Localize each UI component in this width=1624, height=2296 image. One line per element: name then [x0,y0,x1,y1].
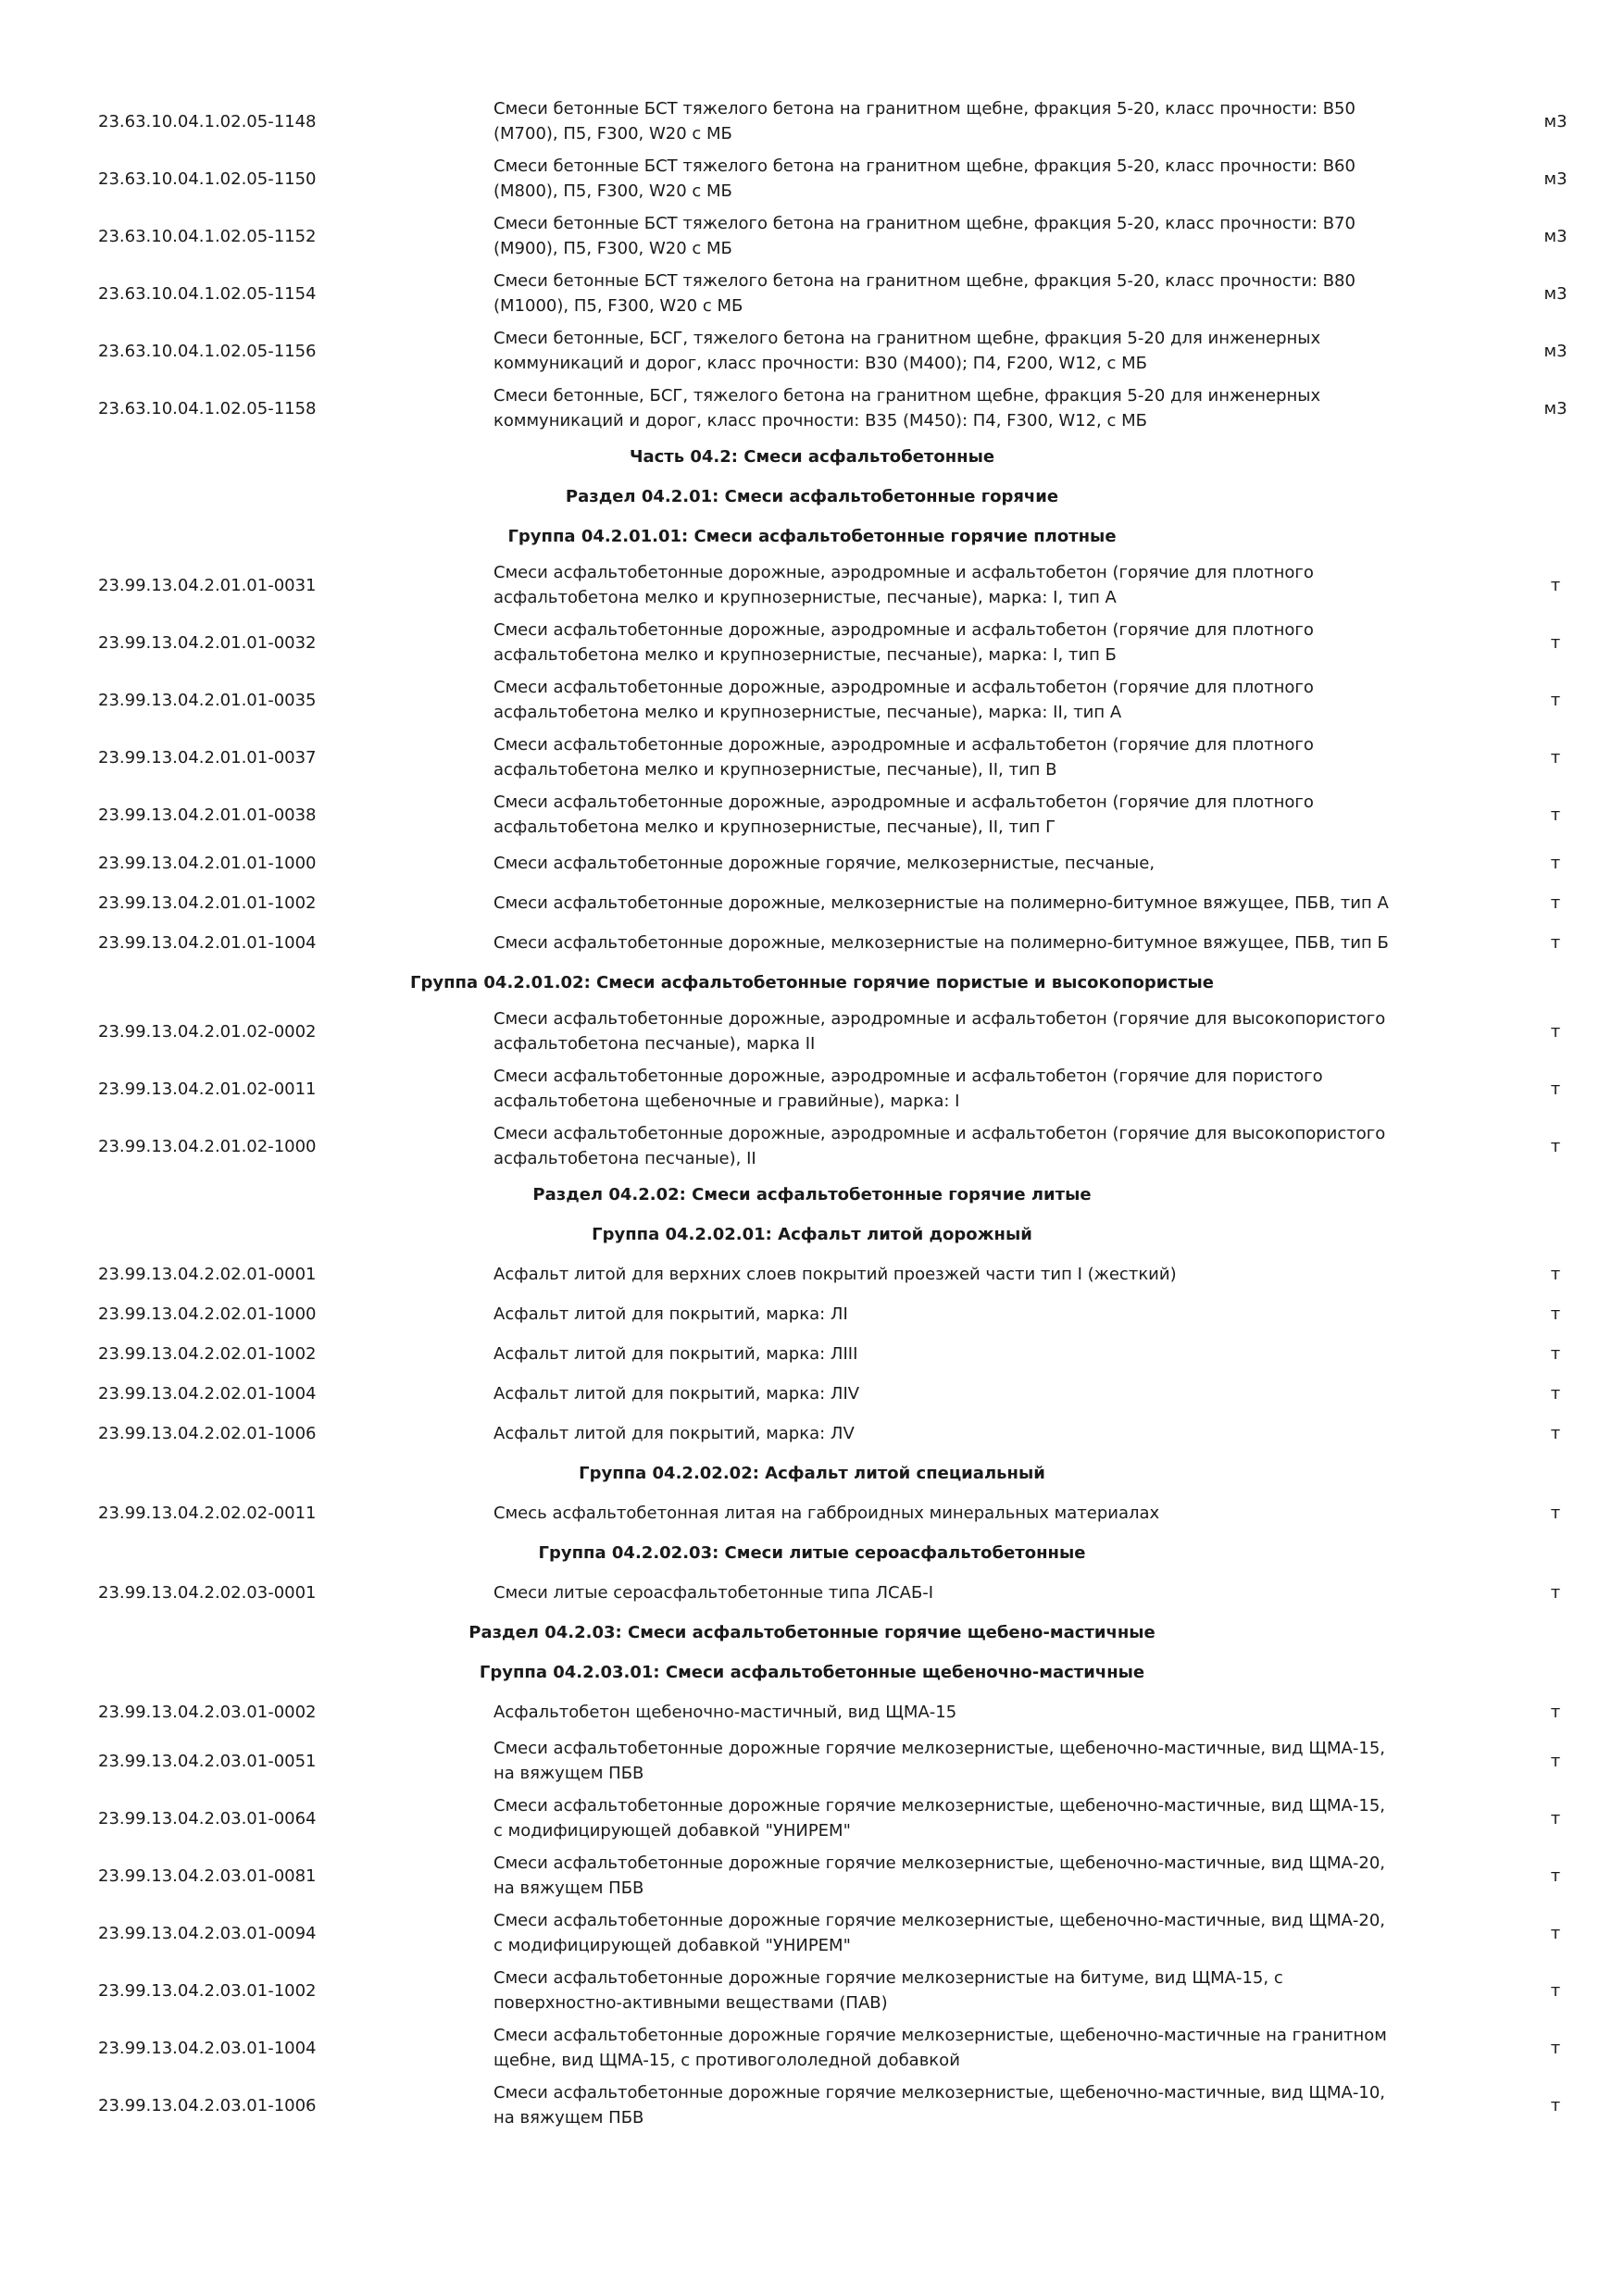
material-name-line: на вяжущем ПБВ [493,1878,644,1898]
material-code: 23.99.13.04.2.03.01-0064 [98,1809,317,1828]
table-row [0,1692,1624,1732]
material-name-line: Асфальт литой для покрытий, марка: ЛI [493,1304,848,1324]
material-code: 23.99.13.04.2.01.01-0031 [98,576,317,595]
section-heading-text: Группа 04.2.03.01: Смеси асфальтобетонные щебеночно-мастичные [479,1663,1145,1682]
unit-of-measure: т [1550,1265,1561,1284]
material-code: 23.99.13.04.2.03.01-1004 [98,2039,317,2058]
section-heading [0,963,1624,1003]
material-name [493,1302,1456,1327]
table-row [0,1962,1624,2019]
material-name-line: Смеси асфальтобетонные дорожные горячие мелкозернистые, щебеночно-мастичные, вид ЩМА-15, [493,1796,1385,1816]
section-heading [0,517,1624,556]
unit-of-measure: м3 [1543,284,1568,304]
table-row [0,265,1624,322]
material-name-line: Асфальт литой для покрытий, марка: ЛIV [493,1384,860,1404]
material-name [493,618,1456,668]
table-row [0,1790,1624,1847]
table-row [0,786,1624,843]
unit-of-measure: т [1550,805,1561,825]
unit-of-measure: т [1550,1924,1561,1943]
table-row [0,923,1624,963]
table-row [0,1254,1624,1294]
material-name-line: Смеси асфальтобетонные дорожные, аэродромные и асфальтобетон (горячие для высокопористого [493,1124,1386,1143]
table-row [0,1374,1624,1414]
unit-of-measure: т [1550,576,1561,595]
material-name-line: асфальтобетона мелко и крупнозернистые, песчаные), II, тип В [493,760,1057,780]
material-code: 23.99.13.04.2.03.01-1002 [98,1981,317,2001]
unit-of-measure: т [1550,1344,1561,1364]
material-name-line: Смеси асфальтобетонные дорожные горячие мелкозернистые на битуме, вид ЩМА-15, с [493,1968,1283,1988]
material-name [493,1501,1456,1526]
material-code: 23.99.13.04.2.02.01-0001 [98,1265,317,1284]
material-code: 23.63.10.04.1.02.05-1148 [98,112,317,131]
material-name-line: Смеси асфальтобетонные дорожные, аэродромные и асфальтобетон (горячие для пористого [493,1067,1323,1086]
material-name-line: на вяжущем ПБВ [493,2108,644,2128]
section-heading [0,1533,1624,1573]
price-list-table [0,93,1624,2134]
unit-of-measure: т [1550,1137,1561,1156]
section-heading [0,437,1624,477]
table-row [0,614,1624,671]
unit-of-measure: т [1550,1981,1561,2001]
material-name [493,560,1456,610]
material-name [493,1908,1456,1958]
material-name-line: Смеси бетонные БСТ тяжелого бетона на гранитном щебне, фракция 5-20, класс прочности: B60 [493,156,1355,176]
unit-of-measure: т [1550,633,1561,653]
material-name-line: Смеси асфальтобетонные дорожные, аэродромные и асфальтобетон (горячие для плотного [493,792,1314,812]
material-code: 23.99.13.04.2.01.01-1002 [98,893,317,913]
material-code: 23.99.13.04.2.02.02-0011 [98,1504,317,1523]
material-name [493,1965,1456,2015]
unit-of-measure: т [1550,854,1561,873]
material-name [493,891,1456,916]
material-name-line: с модифицирующей добавкой "УНИРЕМ" [493,1936,851,1955]
material-name-line: асфальтобетона мелко и крупнозернистые, песчаные), марка: I, тип А [493,588,1117,607]
material-code: 23.99.13.04.2.02.01-1006 [98,1424,317,1443]
material-name-line: асфальтобетона щебеночные и гравийные), марка: I [493,1092,960,1111]
material-code: 23.99.13.04.2.01.01-1000 [98,854,317,873]
material-name-line: Смеси асфальтобетонные дорожные горячие мелкозернистые, щебеночно-мастичные, вид ЩМА-10, [493,2083,1385,2103]
material-name [493,1421,1456,1446]
table-row [0,883,1624,923]
table-row [0,1732,1624,1790]
material-name-line: Асфальт литой для верхних слоев покрытий проезжей части тип I (жесткий) [493,1265,1177,1284]
section-heading-text: Раздел 04.2.02: Смеси асфальтобетонные горячие литые [532,1185,1092,1204]
material-code: 23.99.13.04.2.01.02-0002 [98,1022,317,1042]
material-name-line: Асфальт литой для покрытий, марка: ЛV [493,1424,855,1443]
material-name-line: Смеси асфальтобетонные дорожные, аэродромные и асфальтобетон (горячие для высокопористого [493,1009,1386,1029]
section-heading-text: Раздел 04.2.03: Смеси асфальтобетонные горячие щебено-мастичные [468,1623,1156,1642]
material-name-line: Смеси бетонные БСТ тяжелого бетона на гранитном щебне, фракция 5-20, класс прочности: B50 [493,99,1355,119]
material-name-line: коммуникаций и дорог, класс прочности: B35 (M450): П4, F300, W12, с МБ [493,411,1147,430]
material-name [493,1736,1456,1786]
material-name [493,211,1456,261]
unit-of-measure: т [1550,1866,1561,1886]
material-name-line: (M800), П5, F300, W20 с МБ [493,181,732,201]
table-row [0,1847,1624,1904]
material-name-line: Смеси бетонные, БСГ, тяжелого бетона на гранитном щебне, фракция 5-20 для инженерных [493,329,1321,348]
material-name-line: Смеси асфальтобетонные дорожные, мелкозернистые на полимерно-битумное вяжущее, ПБВ, тип Б [493,933,1389,953]
material-name-line: асфальтобетона песчаные), II [493,1149,756,1168]
material-name-line: (M900), П5, F300, W20 с МБ [493,239,732,258]
material-name [493,1006,1456,1056]
table-row [0,1117,1624,1175]
material-name-line: Смеси бетонные, БСГ, тяжелого бетона на гранитном щебне, фракция 5-20 для инженерных [493,386,1321,406]
unit-of-measure: м3 [1543,169,1568,189]
material-name-line: асфальтобетона мелко и крупнозернистые, песчаные), марка: I, тип Б [493,645,1117,665]
material-code: 23.99.13.04.2.03.01-0094 [98,1924,317,1943]
material-name-line: с модифицирующей добавкой "УНИРЕМ" [493,1821,851,1841]
material-code: 23.99.13.04.2.01.01-1004 [98,933,317,953]
table-row [0,380,1624,437]
material-code: 23.99.13.04.2.03.01-0051 [98,1752,317,1771]
table-row [0,556,1624,614]
material-name-line: Асфальтобетон щебеночно-мастичный, вид ЩМА-15 [493,1703,957,1722]
material-code: 23.63.10.04.1.02.05-1150 [98,169,317,189]
table-row [0,93,1624,150]
material-code: 23.63.10.04.1.02.05-1156 [98,342,317,361]
material-name-line: (M700), П5, F300, W20 с МБ [493,124,732,144]
table-row [0,1334,1624,1374]
unit-of-measure: т [1550,2096,1561,2115]
material-code: 23.99.13.04.2.01.01-0032 [98,633,317,653]
material-name-line: Смесь асфальтобетонная литая на габброидных минеральных материалах [493,1504,1160,1523]
table-row [0,843,1624,883]
material-code: 23.99.13.04.2.01.02-1000 [98,1137,317,1156]
unit-of-measure: т [1550,748,1561,767]
material-name-line: Смеси асфальтобетонные дорожные, аэродромные и асфальтобетон (горячие для плотного [493,678,1314,697]
unit-of-measure: т [1550,2039,1561,2058]
material-name [493,154,1456,204]
material-name [493,1381,1456,1406]
material-name-line: Смеси асфальтобетонные дорожные, аэродромные и асфальтобетон (горячие для плотного [493,735,1314,755]
table-row [0,207,1624,265]
material-name [493,326,1456,376]
material-name [493,930,1456,955]
section-heading-text: Группа 04.2.02.01: Асфальт литой дорожный [592,1225,1032,1244]
material-name [493,1851,1456,1901]
table-row [0,1904,1624,1962]
unit-of-measure: т [1550,1424,1561,1443]
unit-of-measure: т [1550,1304,1561,1324]
section-heading [0,1454,1624,1493]
material-name-line: Асфальт литой для покрытий, марка: ЛIII [493,1344,858,1364]
material-code: 23.63.10.04.1.02.05-1154 [98,284,317,304]
table-row [0,1573,1624,1613]
table-row [0,150,1624,207]
unit-of-measure: т [1550,1809,1561,1828]
section-heading [0,1175,1624,1215]
unit-of-measure: т [1550,691,1561,710]
material-code: 23.99.13.04.2.03.01-0081 [98,1866,317,1886]
table-row [0,2077,1624,2134]
table-row [0,322,1624,380]
material-name [493,2080,1456,2130]
material-name-line: на вяжущем ПБВ [493,1764,644,1783]
material-name-line: асфальтобетона мелко и крупнозернистые, песчаные), марка: II, тип А [493,703,1122,722]
material-name [493,851,1456,876]
section-heading [0,1215,1624,1254]
material-code: 23.63.10.04.1.02.05-1158 [98,399,317,418]
section-heading-text: Группа 04.2.01.01: Смеси асфальтобетонные горячие плотные [507,527,1117,546]
material-name-line: Смеси асфальтобетонные дорожные, мелкозернистые на полимерно-битумное вяжущее, ПБВ, тип А [493,893,1389,913]
material-name [493,2023,1456,2073]
table-row [0,1060,1624,1117]
material-name-line: (M1000), П5, F300, W20 с МБ [493,296,743,316]
unit-of-measure: м3 [1543,399,1568,418]
material-code: 23.99.13.04.2.02.01-1000 [98,1304,317,1324]
material-code: 23.99.13.04.2.01.01-0038 [98,805,317,825]
table-row [0,1493,1624,1533]
material-name [493,383,1456,433]
material-name-line: Смеси асфальтобетонные дорожные, аэродромные и асфальтобетон (горячие для плотного [493,563,1314,582]
material-name-line: поверхностно-активными веществами (ПАВ) [493,1993,888,2013]
material-code: 23.99.13.04.2.01.01-0035 [98,691,317,710]
material-code: 23.99.13.04.2.01.02-0011 [98,1079,317,1099]
unit-of-measure: т [1550,1384,1561,1404]
table-row [0,2019,1624,2077]
material-name [493,1580,1456,1605]
material-name [493,790,1456,840]
table-row [0,1414,1624,1454]
unit-of-measure: м3 [1543,342,1568,361]
unit-of-measure: т [1550,1703,1561,1722]
material-name [493,1793,1456,1843]
section-heading [0,477,1624,517]
material-name-line: Смеси асфальтобетонные дорожные горячие мелкозернистые, щебеночно-мастичные, вид ЩМА-15, [493,1739,1385,1758]
unit-of-measure: т [1550,1022,1561,1042]
unit-of-measure: т [1550,893,1561,913]
unit-of-measure: т [1550,1583,1561,1603]
section-heading [0,1653,1624,1692]
table-row [0,671,1624,729]
material-name-line: Смеси бетонные БСТ тяжелого бетона на гранитном щебне, фракция 5-20, класс прочности: B80 [493,271,1355,291]
unit-of-measure: т [1550,1752,1561,1771]
material-name-line: щебне, вид ЩМА-15, с противогололедной добавкой [493,2051,960,2070]
material-name-line: коммуникаций и дорог, класс прочности: B30 (M400); П4, F200, W12, с МБ [493,354,1147,373]
material-name [493,1341,1456,1366]
table-row [0,729,1624,786]
material-name-line: асфальтобетона мелко и крупнозернистые, песчаные), II, тип Г [493,817,1056,837]
material-name-line: Смеси асфальтобетонные дорожные горячие, мелкозернистые, песчаные, [493,854,1156,873]
unit-of-measure: т [1550,1079,1561,1099]
unit-of-measure: т [1550,1504,1561,1523]
material-code: 23.99.13.04.2.01.01-0037 [98,748,317,767]
material-name [493,1064,1456,1114]
material-code: 23.99.13.04.2.02.01-1004 [98,1384,317,1404]
material-code: 23.99.13.04.2.02.01-1002 [98,1344,317,1364]
unit-of-measure: т [1550,933,1561,953]
material-name-line: Смеси асфальтобетонные дорожные горячие мелкозернистые, щебеночно-мастичные, вид ЩМА-20, [493,1853,1385,1873]
unit-of-measure: м3 [1543,112,1568,131]
section-heading-text: Группа 04.2.02.03: Смеси литые сероасфальтобетонные [538,1543,1086,1563]
section-heading-text: Часть 04.2: Смеси асфальтобетонные [629,447,995,467]
material-name [493,268,1456,318]
material-name-line: Смеси асфальтобетонные дорожные горячие мелкозернистые, щебеночно-мастичные, вид ЩМА-20, [493,1911,1385,1930]
section-heading-text: Группа 04.2.01.02: Смеси асфальтобетонные горячие пористые и высокопористые [410,973,1214,992]
table-row [0,1003,1624,1060]
material-code: 23.99.13.04.2.02.03-0001 [98,1583,317,1603]
material-code: 23.99.13.04.2.03.01-1006 [98,2096,317,2115]
material-name [493,1700,1456,1725]
section-heading-text: Раздел 04.2.01: Смеси асфальтобетонные горячие [565,487,1059,506]
material-code: 23.99.13.04.2.03.01-0002 [98,1703,317,1722]
material-name-line: Смеси литые сероасфальтобетонные типа ЛСАБ-I [493,1583,934,1603]
material-name-line: Смеси бетонные БСТ тяжелого бетона на гранитном щебне, фракция 5-20, класс прочности: B70 [493,214,1355,233]
section-heading [0,1613,1624,1653]
material-name-line: Смеси асфальтобетонные дорожные горячие мелкозернистые, щебеночно-мастичные на гранитном [493,2026,1387,2045]
material-name [493,675,1456,725]
material-name [493,1262,1456,1287]
material-name-line: асфальтобетона песчаные), марка II [493,1034,816,1054]
section-heading-text: Группа 04.2.02.02: Асфальт литой специальный [579,1464,1045,1483]
material-name-line: Смеси асфальтобетонные дорожные, аэродромные и асфальтобетон (горячие для плотного [493,620,1314,640]
unit-of-measure: м3 [1543,227,1568,246]
material-name [493,96,1456,146]
material-name [493,1121,1456,1171]
material-code: 23.63.10.04.1.02.05-1152 [98,227,317,246]
material-name [493,732,1456,782]
table-row [0,1294,1624,1334]
